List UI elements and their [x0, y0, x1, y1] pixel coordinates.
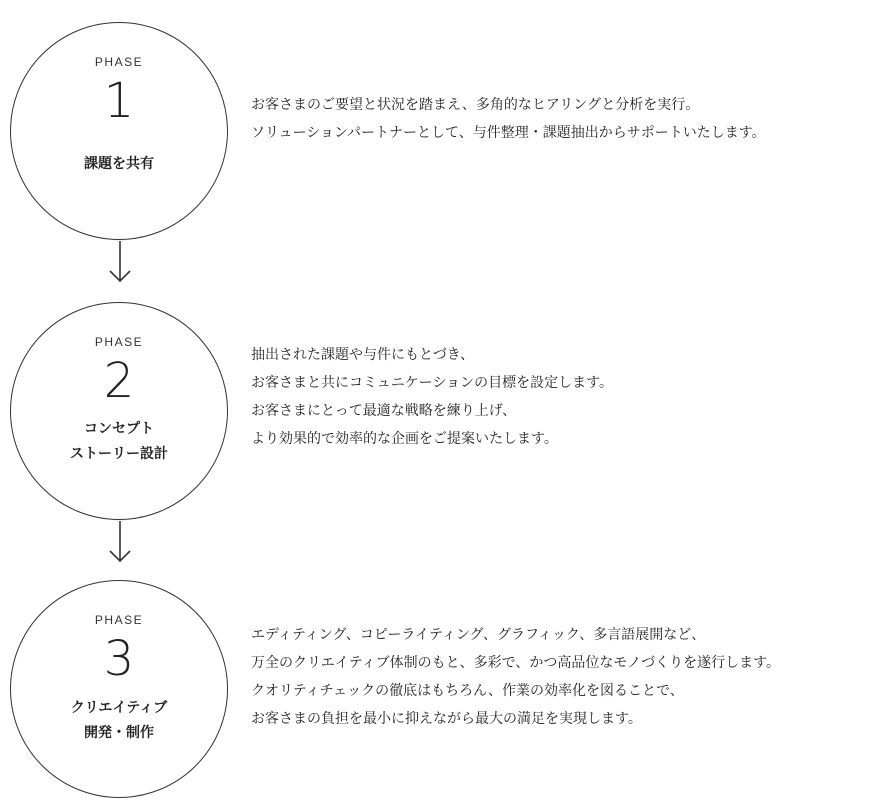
- phase-1-circle: [10, 22, 228, 240]
- phase-1-title: [11, 152, 227, 177]
- phase-1-label: PHASE: [94, 55, 144, 69]
- phase-2-label: PHASE: [94, 335, 144, 349]
- phase-2-description-line: お客さまにとって最適な戦略を練り上げ、: [251, 403, 517, 419]
- phase-1-description: [251, 91, 766, 147]
- phase-3-description-line: エディティング、コピーライティング、グラフィック、多言語展開など、: [251, 627, 706, 643]
- phase-1-description-line: ソリューションパートナーとして、与件整理・課題抽出からサポートいたします。: [251, 125, 766, 141]
- phase-3-description-line: 万全のクリエイティブ体制のもと、多彩で、かつ高品位なモノづくりを遂行します。: [251, 655, 781, 671]
- phase-3-title-line: クリエイティブ: [70, 700, 168, 716]
- phase-3-number: 3: [103, 631, 135, 687]
- phase-3-description: [251, 621, 780, 733]
- phase-2-title: [11, 417, 227, 467]
- phase-2-title-line: コンセプト: [84, 421, 154, 437]
- phase-3-label: PHASE: [94, 613, 144, 627]
- phase-3-title-line: 開発・制作: [84, 725, 154, 741]
- phase-2-number: 2: [103, 353, 135, 409]
- phase-1-title-line: 課題を共有: [84, 156, 154, 172]
- phase-2-description: [251, 341, 613, 453]
- phase-2-circle: [10, 302, 228, 520]
- phase-2-description-line: 抽出された課題や与件にもとづき、: [251, 347, 475, 363]
- phase-3-description-line: お客さまの負担を最小に抑えながら最大の満足を実現します。: [251, 711, 642, 727]
- phase-3-title: [11, 696, 227, 746]
- phase-2-description-line: より効果的で効率的な企画をご提案いたします。: [251, 431, 558, 447]
- phase-2-description-line: お客さまと共にコミュニケーションの目標を設定します。: [251, 375, 614, 391]
- phase-3-description-line: クオリティチェックの徹底はもちろん、作業の効率化を図ることで、: [251, 683, 684, 699]
- phase-1-description-line: お客さまのご要望と状況を踏まえ、多角的なヒアリングと分析を実行。: [251, 97, 700, 113]
- phase-3-circle: [10, 580, 228, 798]
- phase-1-number: 1: [103, 73, 135, 129]
- down-arrow-icon: [108, 239, 132, 285]
- phase-2-title-line: ストーリー設計: [70, 446, 168, 462]
- down-arrow-icon: [108, 519, 132, 565]
